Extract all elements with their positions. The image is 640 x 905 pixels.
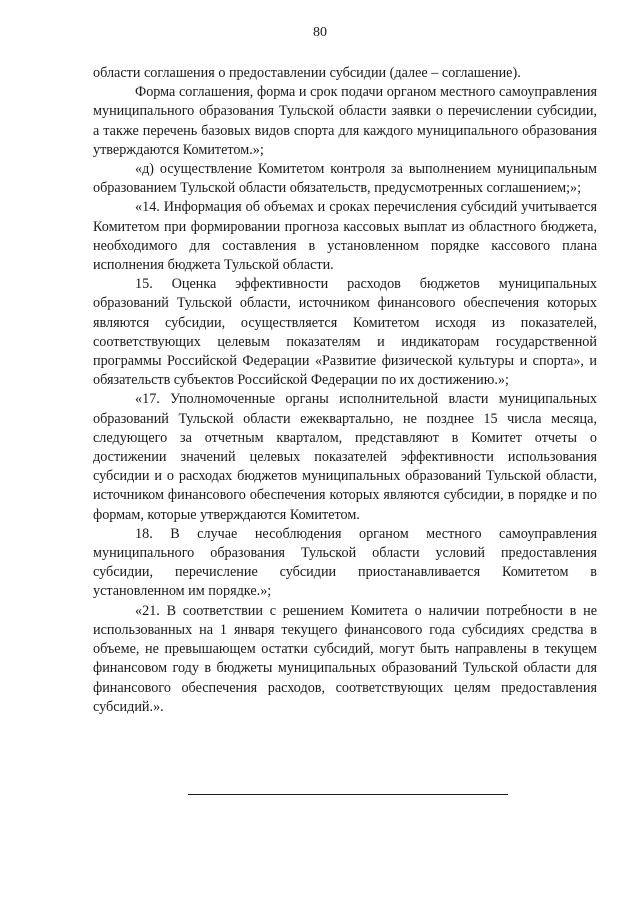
end-separator-line: [188, 794, 508, 795]
paragraph-14: «14. Информация об объемах и сроках перечисления субсидий учитывается Комитетом при формировании прогноза кассовых выплат из областного бюджета, необходимого для составления в установленном порядке кассового плана исполнения бюджета Тульской области.: [93, 199, 597, 274]
paragraph-continuation: области соглашения о предоставлении субсидии (далее – соглашение).: [93, 65, 521, 81]
paragraph-18: 18. В случае несоблюдения органом местного самоуправления муниципального образования Тульской области условий предоставления субсидии, перечисление субсидии приостанавливается Комитетом в установленном им порядке.»;: [93, 525, 597, 600]
paragraph-15: 15. Оценка эффективности расходов бюджетов муниципальных образований Тульской области, источником финансового обеспечения которых являются субсидии, осуществляется Комитетом исходя из показателей, соответствующих целевым показателям и индикаторам государственной программы Российской Федерации «Развитие физической культуры и спорта», и обязательств субъектов Российской Федерации по их достижению.»;: [93, 276, 597, 389]
paragraph-21: «21. В соответствии с решением Комитета о наличии потребности в не использованных на 1 января текущего финансового года субсидиях средства в объеме, не превышающем остатки субсидий, могут быть направлены в текущем финансовом году в бюджеты муниципальных образований Тульской области для финансового обеспечения расходов, соответствующих целям предоставления субсидий.».: [93, 602, 597, 715]
document-body: [93, 64, 597, 717]
paragraph-17: «17. Уполномоченные органы исполнительной власти муниципальных образований Тульской области ежеквартально, не позднее 15 числа месяца, следующего за отчетным кварталом, представляют в Комитет отчеты о достижении значений целевых показателей эффективности использования субсидии и о расходах бюджетов муниципальных образований Тульской области, источником финансового обеспечения которых являются субсидии, в порядке и по формам, которые утверждаются Комитетом.: [93, 391, 597, 523]
paragraph-agreement-form: Форма соглашения, форма и срок подачи органом местного самоуправления муниципального образования Тульской области заявки о перечислении субсидии, а также перечень базовых видов спорта для каждого муниципального образования утверждаются Комитетом.»;: [93, 84, 597, 158]
page-number: 80: [313, 25, 327, 40]
paragraph-control: «д) осуществление Комитетом контроля за выполнением муниципальным образованием Тульской области обязательств, предусмотренных соглашением;»;: [93, 161, 597, 197]
